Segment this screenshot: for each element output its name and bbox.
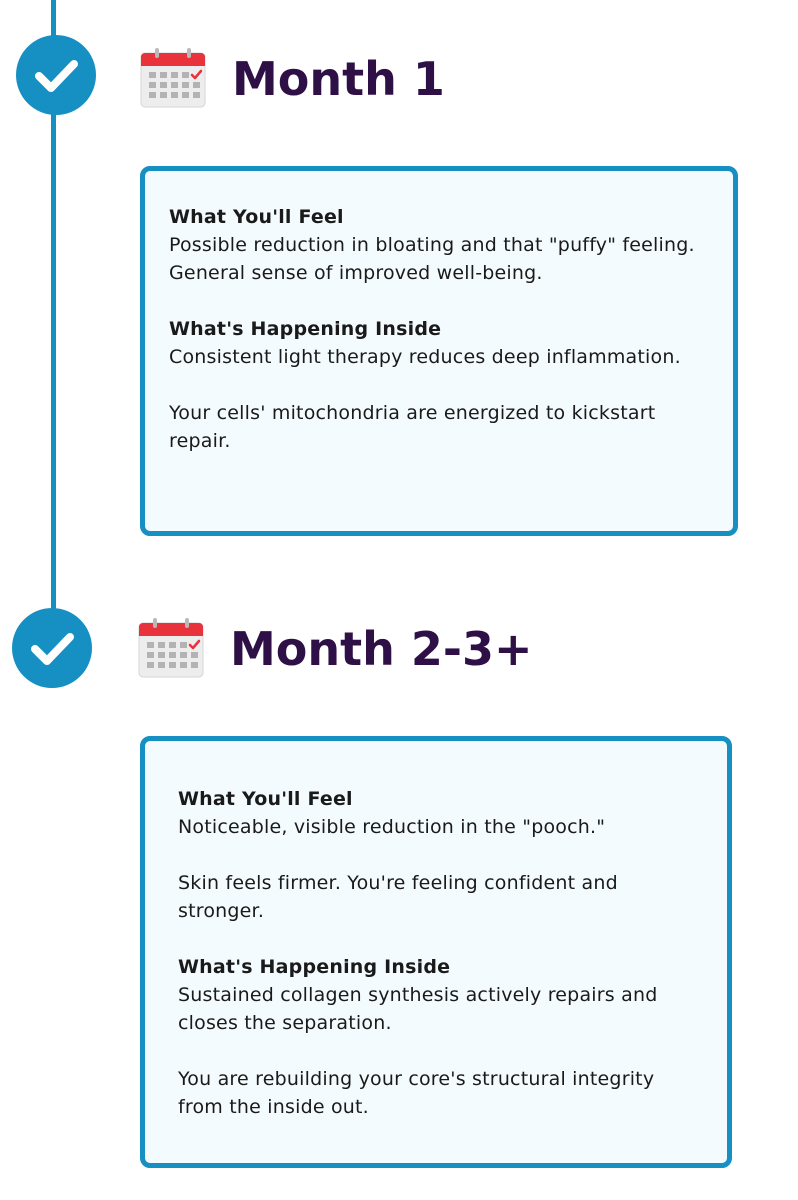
inside-heading: What's Happening Inside: [178, 956, 451, 978]
inside-heading: What's Happening Inside: [169, 318, 442, 340]
calendar-icon: [138, 617, 204, 679]
calendar-icon: [140, 47, 206, 109]
inside-text: Consistent light therapy reduces deep inflammation.: [169, 346, 681, 368]
feel-heading: What You'll Feel: [169, 206, 344, 228]
feel-text: Skin feels firmer. You're feeling confident and stronger.: [178, 872, 618, 922]
feel-text: Possible reduction in bloating and that "puffy" feeling. General sense of improved well-being.: [169, 234, 695, 284]
feel-text: Noticeable, visible reduction in the "pooch.": [178, 816, 606, 838]
inside-text: Sustained collagen synthesis actively repairs and closes the separation.: [178, 984, 658, 1034]
month-1-card: [140, 166, 738, 536]
check-icon: [12, 608, 92, 688]
check-icon: [16, 35, 96, 115]
feel-heading: What You'll Feel: [178, 788, 353, 810]
month-title: Month 2-3+: [230, 622, 533, 676]
month-title: Month 1: [232, 52, 445, 106]
inside-text: Your cells' mitochondria are energized to kickstart repair.: [169, 402, 656, 452]
inside-text: You are rebuilding your core's structural integrity from the inside out.: [178, 1068, 655, 1118]
month-2-3-card: [140, 736, 732, 1168]
